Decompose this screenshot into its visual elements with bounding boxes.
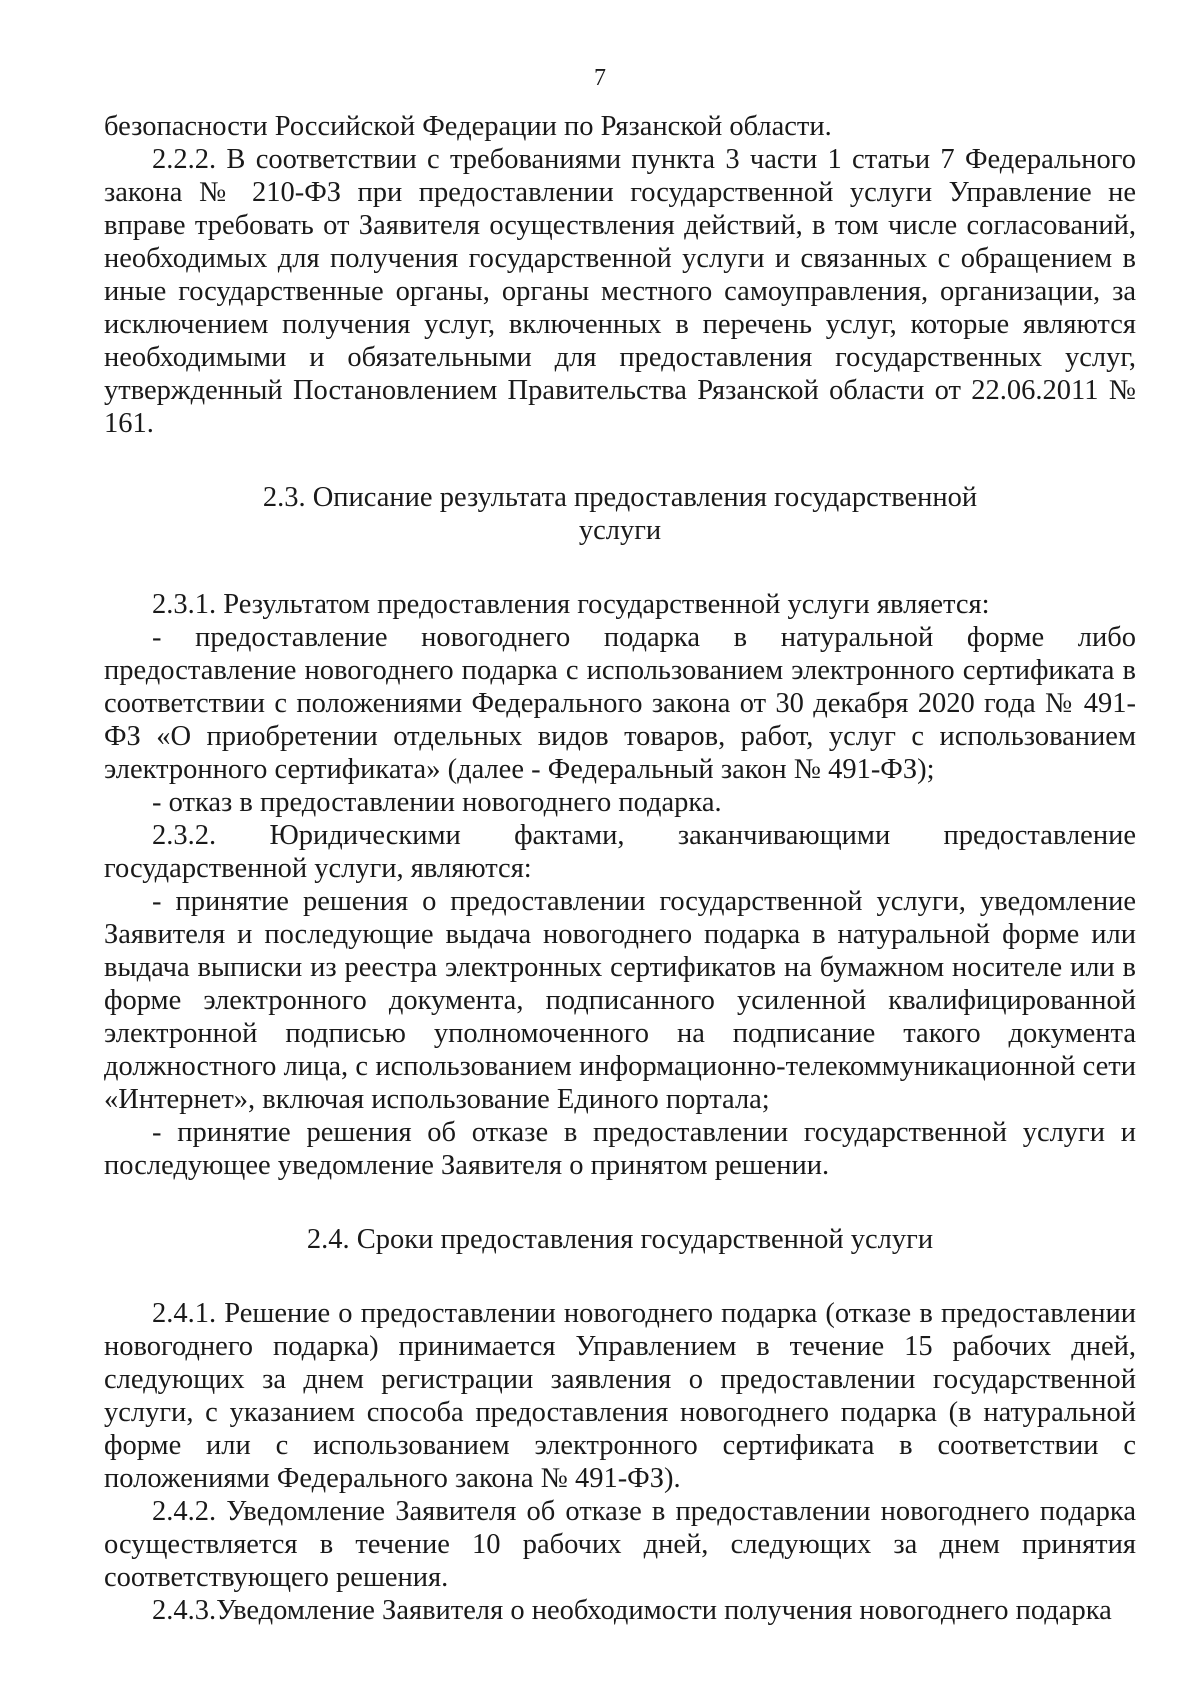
paragraph-continuation: безопасности Российской Федерации по Рязанской области. xyxy=(104,111,832,142)
list-item-result-gift: - предоставление новогоднего подарка в натуральной форме либо предоставление новогоднего подарка с использованием электронного сертификата в соответствии с положениями Федерального закона от 30 декабря 2020 года № 491-ФЗ «О приобретении отдельных видов товаров, работ, услуг с использованием электронного сертификата» (далее - Федеральный закон № 491-ФЗ); xyxy=(104,622,1136,785)
list-item-result-refusal: - отказ в предоставлении новогоднего подарка. xyxy=(152,787,722,818)
heading-2-3-line2: услуги xyxy=(578,515,662,546)
list-item-decision-grant: - принятие решения о предоставлении государственной услуги, уведомление Заявителя и последующие выдача новогоднего подарка в натуральной форме или выдача выписки из реестра электронных сертификатов на бумажном носителе или в форме электронного документа, подписанного усиленной квалифицированной электронной подписью уполномоченного на подписание такого документа должностного лица, с использованием информационно-телекоммуникационной сети «Интернет», включая использование Единого портала; xyxy=(104,886,1136,1115)
paragraph-2-2-2: 2.2.2. В соответствии с требованиями пункта 3 части 1 статьи 7 Федерального закона № 210-ФЗ при предоставлении государственной услуги Управление не вправе требовать от Заявителя осуществления действий, в том числе согласований, необходимых для получения государственной услуги и связанных с обращением в иные государственные органы, органы местного самоуправления, организации, за исключением получения услуг, включенных в перечень услуг, которые являются необходимыми и обязательными для предоставления государственных услуг, утвержденный Постановлением Правительства Рязанской области от 22.06.2011 № 161. xyxy=(104,144,1136,439)
document-body xyxy=(104,110,1136,1627)
page-number: 7 xyxy=(594,65,606,91)
paragraph-2-3-1: 2.3.1. Результатом предоставления государственной услуги является: xyxy=(152,589,990,620)
paragraph-2-4-1: 2.4.1. Решение о предоставлении новогоднего подарка (отказе в предоставлении новогоднего подарка) принимается Управлением в течение 15 рабочих дней, следующих за днем регистрации заявления о предоставлении государственной услуги, с указанием способа предоставления новогоднего подарка (в натуральной форме или с использованием электронного сертификата в соответствии с положениями Федерального закона № 491-ФЗ). xyxy=(104,1298,1136,1494)
paragraph-2-3-2: 2.3.2. Юридическими фактами, заканчивающими предоставление государственной услуги, являются: xyxy=(104,820,1136,884)
heading-2-3-line1: 2.3. Описание результата предоставления государственной xyxy=(262,482,978,513)
paragraph-2-4-2: 2.4.2. Уведомление Заявителя об отказе в предоставлении новогоднего подарка осуществляется в течение 10 рабочих дней, следующих за днем принятия соответствующего решения. xyxy=(104,1496,1136,1593)
section-heading-2-3 xyxy=(104,481,1136,547)
list-item-decision-refusal: - принятие решения об отказе в предоставлении государственной услуги и последующее уведомление Заявителя о принятом решении. xyxy=(104,1117,1136,1181)
paragraph-2-4-3: 2.4.3.Уведомление Заявителя о необходимости получения новогоднего подарка xyxy=(152,1595,1112,1626)
section-heading-2-4: 2.4. Сроки предоставления государственной услуги xyxy=(306,1224,934,1255)
